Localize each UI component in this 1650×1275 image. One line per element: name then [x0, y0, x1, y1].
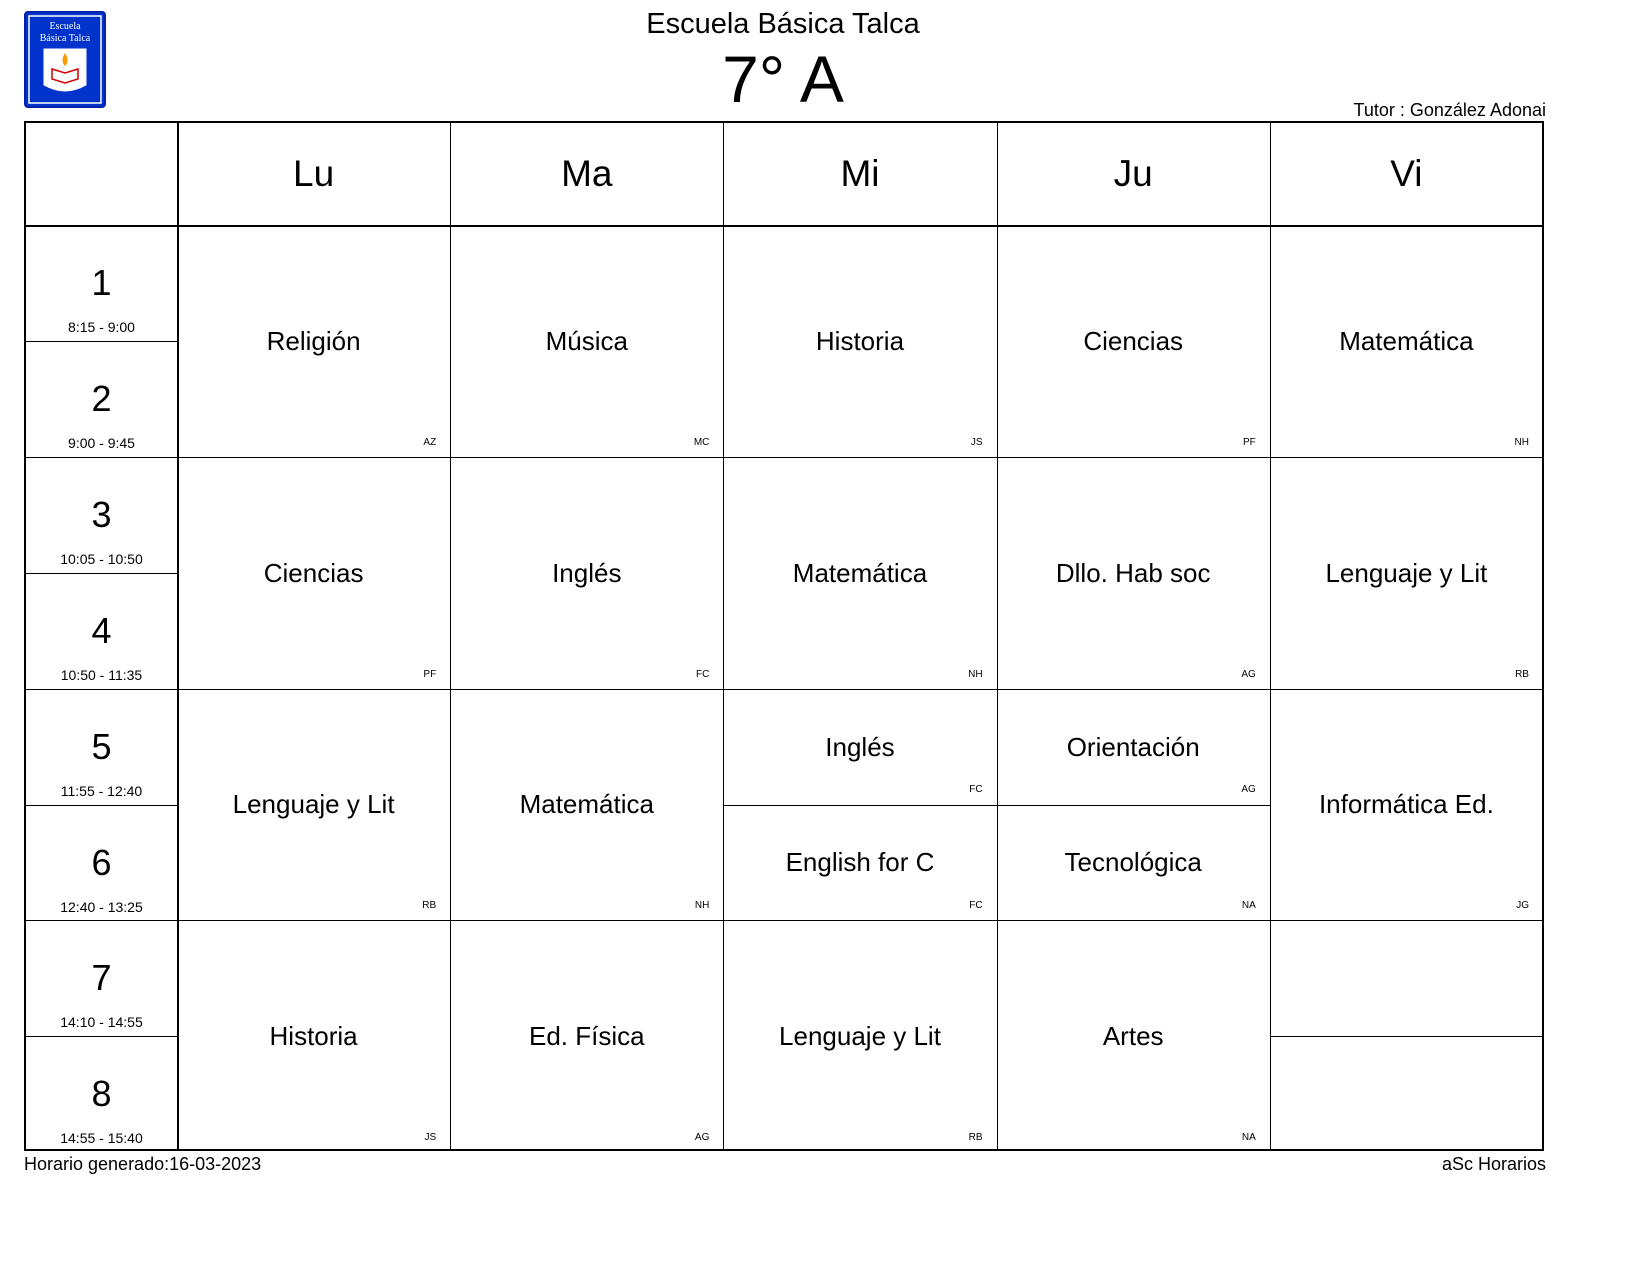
lesson-subject: Tecnológica [1064, 847, 1202, 878]
lesson-cell[interactable] [1270, 457, 1543, 689]
period-divider [26, 457, 177, 458]
lesson-teacher: NH [968, 668, 983, 680]
tutor-label: Tutor : González Adonai [1353, 100, 1546, 120]
logo-text-line2: Básica Talca [39, 33, 91, 44]
lesson-cell[interactable] [177, 225, 450, 457]
lesson-teacher: PF [423, 668, 437, 680]
lesson-subject: Historia [269, 1021, 358, 1052]
logo-text-line1: Escuela [49, 21, 81, 32]
lesson-cell[interactable] [177, 457, 450, 689]
lesson-teacher: AG [694, 1132, 710, 1144]
lesson-teacher: JS [424, 1132, 437, 1144]
period-number: 1 [91, 262, 112, 303]
period-time: 9:00 - 9:45 [68, 434, 135, 451]
lesson-cell[interactable] [450, 689, 723, 921]
lesson-subject: English for C [785, 847, 935, 878]
lesson-subject: Matemática [792, 557, 928, 588]
lesson-subject: Ed. Física [528, 1021, 645, 1052]
lesson-teacher: RB [422, 900, 437, 912]
lesson-cell[interactable] [997, 805, 1270, 921]
lesson-subject: Matemática [1339, 325, 1474, 356]
period-time: 11:55 - 12:40 [60, 782, 143, 799]
lesson-subject: Religión [266, 325, 361, 356]
generated-date: Horario generado:16-03-2023 [24, 1154, 262, 1174]
day-header-ju: Ju [1113, 153, 1153, 194]
period-time: 10:50 - 11:35 [60, 666, 143, 683]
timetable-grid [24, 121, 1544, 1151]
lesson-cell[interactable] [1270, 225, 1543, 457]
lesson-teacher: AG [1241, 784, 1256, 796]
lesson-subject: Informática Ed. [1318, 789, 1494, 820]
period-divider [26, 920, 177, 921]
lesson-teacher: AG [1241, 668, 1256, 680]
lesson-cell[interactable] [997, 225, 1270, 457]
lesson-cell[interactable] [723, 225, 996, 457]
lesson-subject: Lenguaje y Lit [1325, 557, 1488, 588]
lesson-subject: Orientación [1066, 731, 1200, 762]
period-time: 14:10 - 14:55 [60, 1014, 143, 1031]
period-divider [26, 573, 177, 574]
period-divider [26, 689, 177, 690]
lesson-teacher: JG [1516, 900, 1529, 912]
lesson-cell[interactable] [997, 920, 1270, 1152]
period-number: 6 [91, 841, 112, 883]
period-number: 5 [91, 725, 112, 767]
day-header-lu: Lu [293, 153, 335, 194]
lesson-subject: Ciencias [1083, 325, 1184, 356]
period-time: 8:15 - 9:00 [68, 319, 135, 335]
empty-slot-divider [1270, 1036, 1543, 1037]
lesson-teacher: FC [969, 900, 983, 912]
lesson-teacher: NA [1241, 900, 1256, 912]
lesson-cell[interactable] [1270, 689, 1543, 921]
lesson-teacher: NA [1241, 1132, 1256, 1144]
software-name: aSc Horarios [1441, 1154, 1546, 1174]
period-time: 12:40 - 13:25 [60, 898, 143, 915]
lesson-subject: Música [545, 325, 628, 356]
lesson-subject: Lenguaje y Lit [232, 789, 395, 820]
lesson-teacher: PF [1243, 436, 1256, 448]
lesson-cell[interactable] [997, 689, 1270, 805]
class-name: 7° A [722, 42, 844, 116]
day-header-vi: Vi [1390, 153, 1423, 194]
day-header-mi: Mi [840, 153, 880, 194]
lesson-cell[interactable] [723, 805, 996, 921]
lesson-teacher: AZ [423, 436, 437, 448]
lesson-subject: Inglés [552, 557, 622, 588]
lesson-teacher: NH [694, 900, 710, 912]
lesson-teacher: NH [1514, 436, 1529, 448]
period-number: 4 [91, 609, 112, 651]
period-divider [26, 805, 177, 806]
lesson-subject: Matemática [519, 789, 654, 820]
lesson-subject: Inglés [825, 731, 895, 762]
lesson-teacher: JS [970, 436, 983, 448]
period-time: 14:55 - 15:40 [60, 1130, 143, 1147]
period-divider [26, 1036, 177, 1037]
lesson-cell[interactable] [177, 920, 450, 1152]
lesson-teacher: FC [696, 668, 710, 680]
period-number: 7 [91, 957, 112, 999]
lesson-subject: Artes [1102, 1021, 1164, 1052]
day-header-ma: Ma [561, 153, 613, 194]
period-number: 2 [91, 377, 112, 419]
lesson-cell[interactable] [177, 689, 450, 921]
lesson-cell[interactable] [997, 457, 1270, 689]
lesson-cell[interactable] [723, 689, 996, 805]
lesson-cell[interactable] [723, 457, 996, 689]
lesson-teacher: RB [968, 1132, 983, 1144]
lesson-subject: Dllo. Hab soc [1055, 557, 1211, 588]
lesson-teacher: RB [1515, 668, 1529, 680]
lesson-subject: Ciencias [263, 557, 364, 588]
period-divider [26, 341, 177, 342]
lesson-cell[interactable] [450, 457, 723, 689]
lesson-cell[interactable] [723, 920, 996, 1152]
school-name: Escuela Básica Talca [646, 8, 920, 40]
period-time: 10:05 - 10:50 [60, 550, 143, 567]
lesson-teacher: MC [693, 436, 710, 448]
lesson-teacher: FC [969, 784, 983, 796]
lesson-cell[interactable] [450, 225, 723, 457]
period-number: 3 [91, 493, 112, 535]
lesson-cell[interactable] [450, 920, 723, 1152]
lesson-subject: Historia [815, 325, 905, 356]
lesson-subject: Lenguaje y Lit [779, 1021, 941, 1052]
period-number: 8 [91, 1073, 112, 1115]
